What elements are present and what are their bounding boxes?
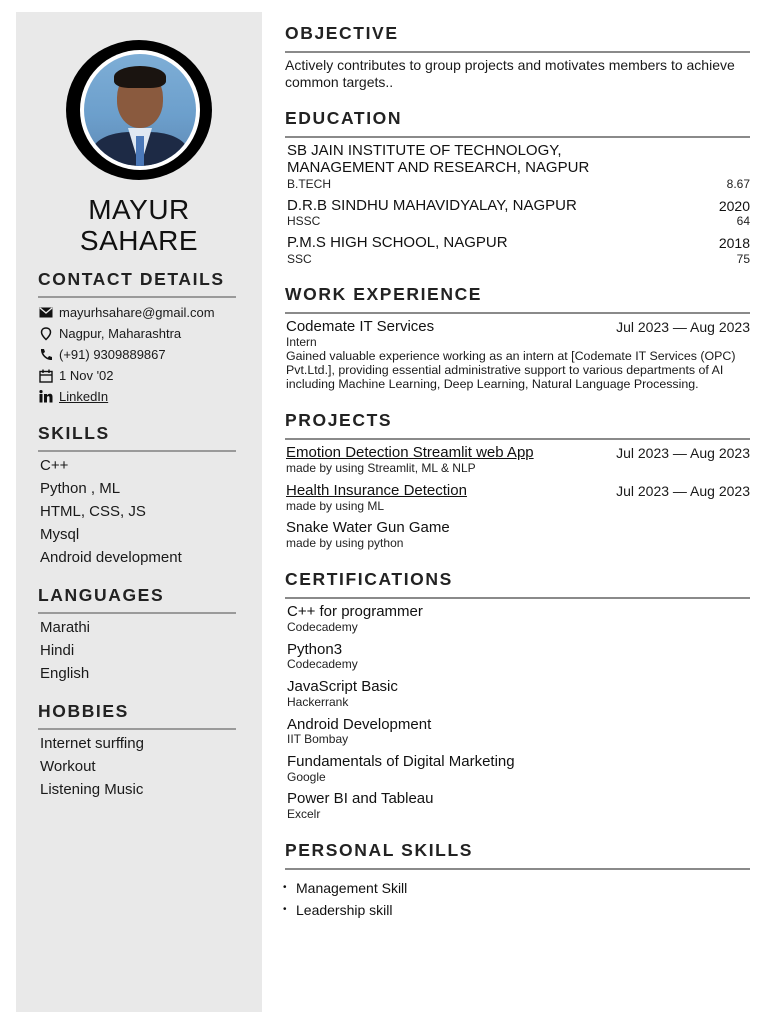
map-pin-icon	[38, 327, 54, 341]
project-dates: Jul 2023 — Aug 2023	[616, 483, 750, 499]
linkedin-icon	[38, 390, 54, 404]
skill-item: HTML, CSS, JS	[40, 503, 146, 520]
hobbies-heading: HOBBIES	[38, 701, 236, 730]
certification-name: JavaScript Basic	[287, 678, 398, 695]
personal-skill-item	[283, 880, 407, 896]
work-description-line3: including Machine Learning, Deep Learning, Natural Language Processing.	[286, 377, 699, 391]
education-school: SB JAIN INSTITUTE OF TECHNOLOGY,	[287, 142, 562, 159]
project-description: made by using python	[286, 536, 404, 550]
contact-dob	[38, 368, 114, 383]
project-description: made by using ML	[286, 499, 385, 513]
profile-photo-frame	[66, 40, 212, 180]
project-name: Snake Water Gun Game	[286, 519, 450, 536]
skills-heading: SKILLS	[38, 423, 236, 452]
certification-issuer: Codecademy	[287, 657, 358, 671]
skill-item: Android development	[40, 549, 182, 566]
contact-email[interactable]	[38, 305, 215, 320]
contact-phone[interactable]	[38, 347, 166, 362]
dob-text: 1 Nov '02	[59, 368, 114, 383]
skill-item: Python , ML	[40, 480, 121, 497]
language-item: Hindi	[40, 642, 75, 659]
certification-issuer: Excelr	[287, 807, 321, 821]
certification-issuer: Google	[287, 770, 326, 784]
last-name: SAHARE	[79, 225, 199, 256]
personal-skill-text: Leadership skill	[296, 902, 393, 918]
first-name: MAYUR	[88, 194, 190, 225]
objective-text-line1: Actively contributes to group projects and motivates members to achieve	[285, 57, 735, 73]
work-dates: Jul 2023 — Aug 2023	[616, 319, 750, 335]
education-degree: SSC	[287, 252, 312, 266]
education-score: 8.67	[726, 177, 750, 191]
linkedin-link[interactable]: LinkedIn	[59, 389, 109, 404]
candidate-name	[16, 194, 262, 256]
education-school: MANAGEMENT AND RESEARCH, NAGPUR	[287, 159, 590, 176]
objective-text-line2: common targets..	[285, 74, 394, 90]
email-text: mayurhsahare@gmail.com	[59, 305, 215, 320]
contact-location	[38, 326, 181, 341]
education-degree: B.TECH	[287, 177, 332, 191]
work-company: Codemate IT Services	[286, 318, 435, 335]
education-score: 64	[736, 214, 750, 228]
personal-skills-heading: PERSONAL SKILLS	[285, 840, 750, 870]
skill-item: C++	[40, 457, 69, 474]
hobby-item: Workout	[40, 758, 96, 775]
education-year: 2020	[718, 198, 750, 214]
certification-issuer: Hackerrank	[287, 695, 349, 709]
sidebar	[16, 12, 262, 1012]
location-text: Nagpur, Maharashtra	[59, 326, 182, 341]
language-item: English	[40, 665, 90, 682]
education-year: 2018	[718, 235, 750, 251]
objective-heading: OBJECTIVE	[285, 23, 750, 53]
personal-skill-item	[283, 902, 393, 918]
education-heading: EDUCATION	[285, 108, 750, 138]
certification-name: Android Development	[287, 716, 432, 733]
certification-issuer: IIT Bombay	[287, 732, 349, 746]
certification-name: Fundamentals of Digital Marketing	[287, 753, 515, 770]
education-score: 75	[736, 252, 750, 266]
hobby-item: Internet surffing	[40, 735, 144, 752]
contact-details-heading: CONTACT DETAILS	[38, 269, 236, 298]
calendar-icon	[38, 369, 54, 383]
phone-icon	[38, 348, 54, 362]
education-school: P.M.S HIGH SCHOOL, NAGPUR	[287, 234, 508, 251]
contact-linkedin[interactable]	[38, 389, 108, 404]
hobby-item: Listening Music	[40, 781, 144, 798]
work-role: Intern	[286, 335, 317, 349]
language-item: Marathi	[40, 619, 91, 636]
project-description: made by using Streamlit, ML & NLP	[286, 461, 476, 475]
certification-issuer: Codecademy	[287, 620, 358, 634]
education-degree: HSSC	[287, 214, 321, 228]
envelope-icon	[38, 306, 54, 320]
phone-text: (+91) 9309889867	[59, 347, 166, 362]
certification-name: Power BI and Tableau	[287, 790, 434, 807]
projects-heading: PROJECTS	[285, 410, 750, 440]
personal-skill-text: Management Skill	[296, 880, 408, 896]
certification-name: Python3	[287, 641, 343, 658]
certifications-heading: CERTIFICATIONS	[285, 569, 750, 599]
education-school: D.R.B SINDHU MAHAVIDYALAY, NAGPUR	[287, 197, 577, 214]
project-link[interactable]: Health Insurance Detection	[286, 482, 467, 499]
project-link[interactable]: Emotion Detection Streamlit web App	[286, 444, 534, 461]
skill-item: Mysql	[40, 526, 80, 543]
project-dates: Jul 2023 — Aug 2023	[616, 445, 750, 461]
work-experience-heading: WORK EXPERIENCE	[285, 284, 750, 314]
certification-name: C++ for programmer	[287, 603, 423, 620]
profile-photo	[80, 50, 200, 170]
languages-heading: LANGUAGES	[38, 585, 236, 614]
work-description-line2: Pvt.Ltd.], providing essential administrative support to various departments of AI	[286, 363, 724, 377]
work-description-line1: Gained valuable experience working as an intern at [Codemate IT Services (OPC)	[286, 349, 736, 363]
